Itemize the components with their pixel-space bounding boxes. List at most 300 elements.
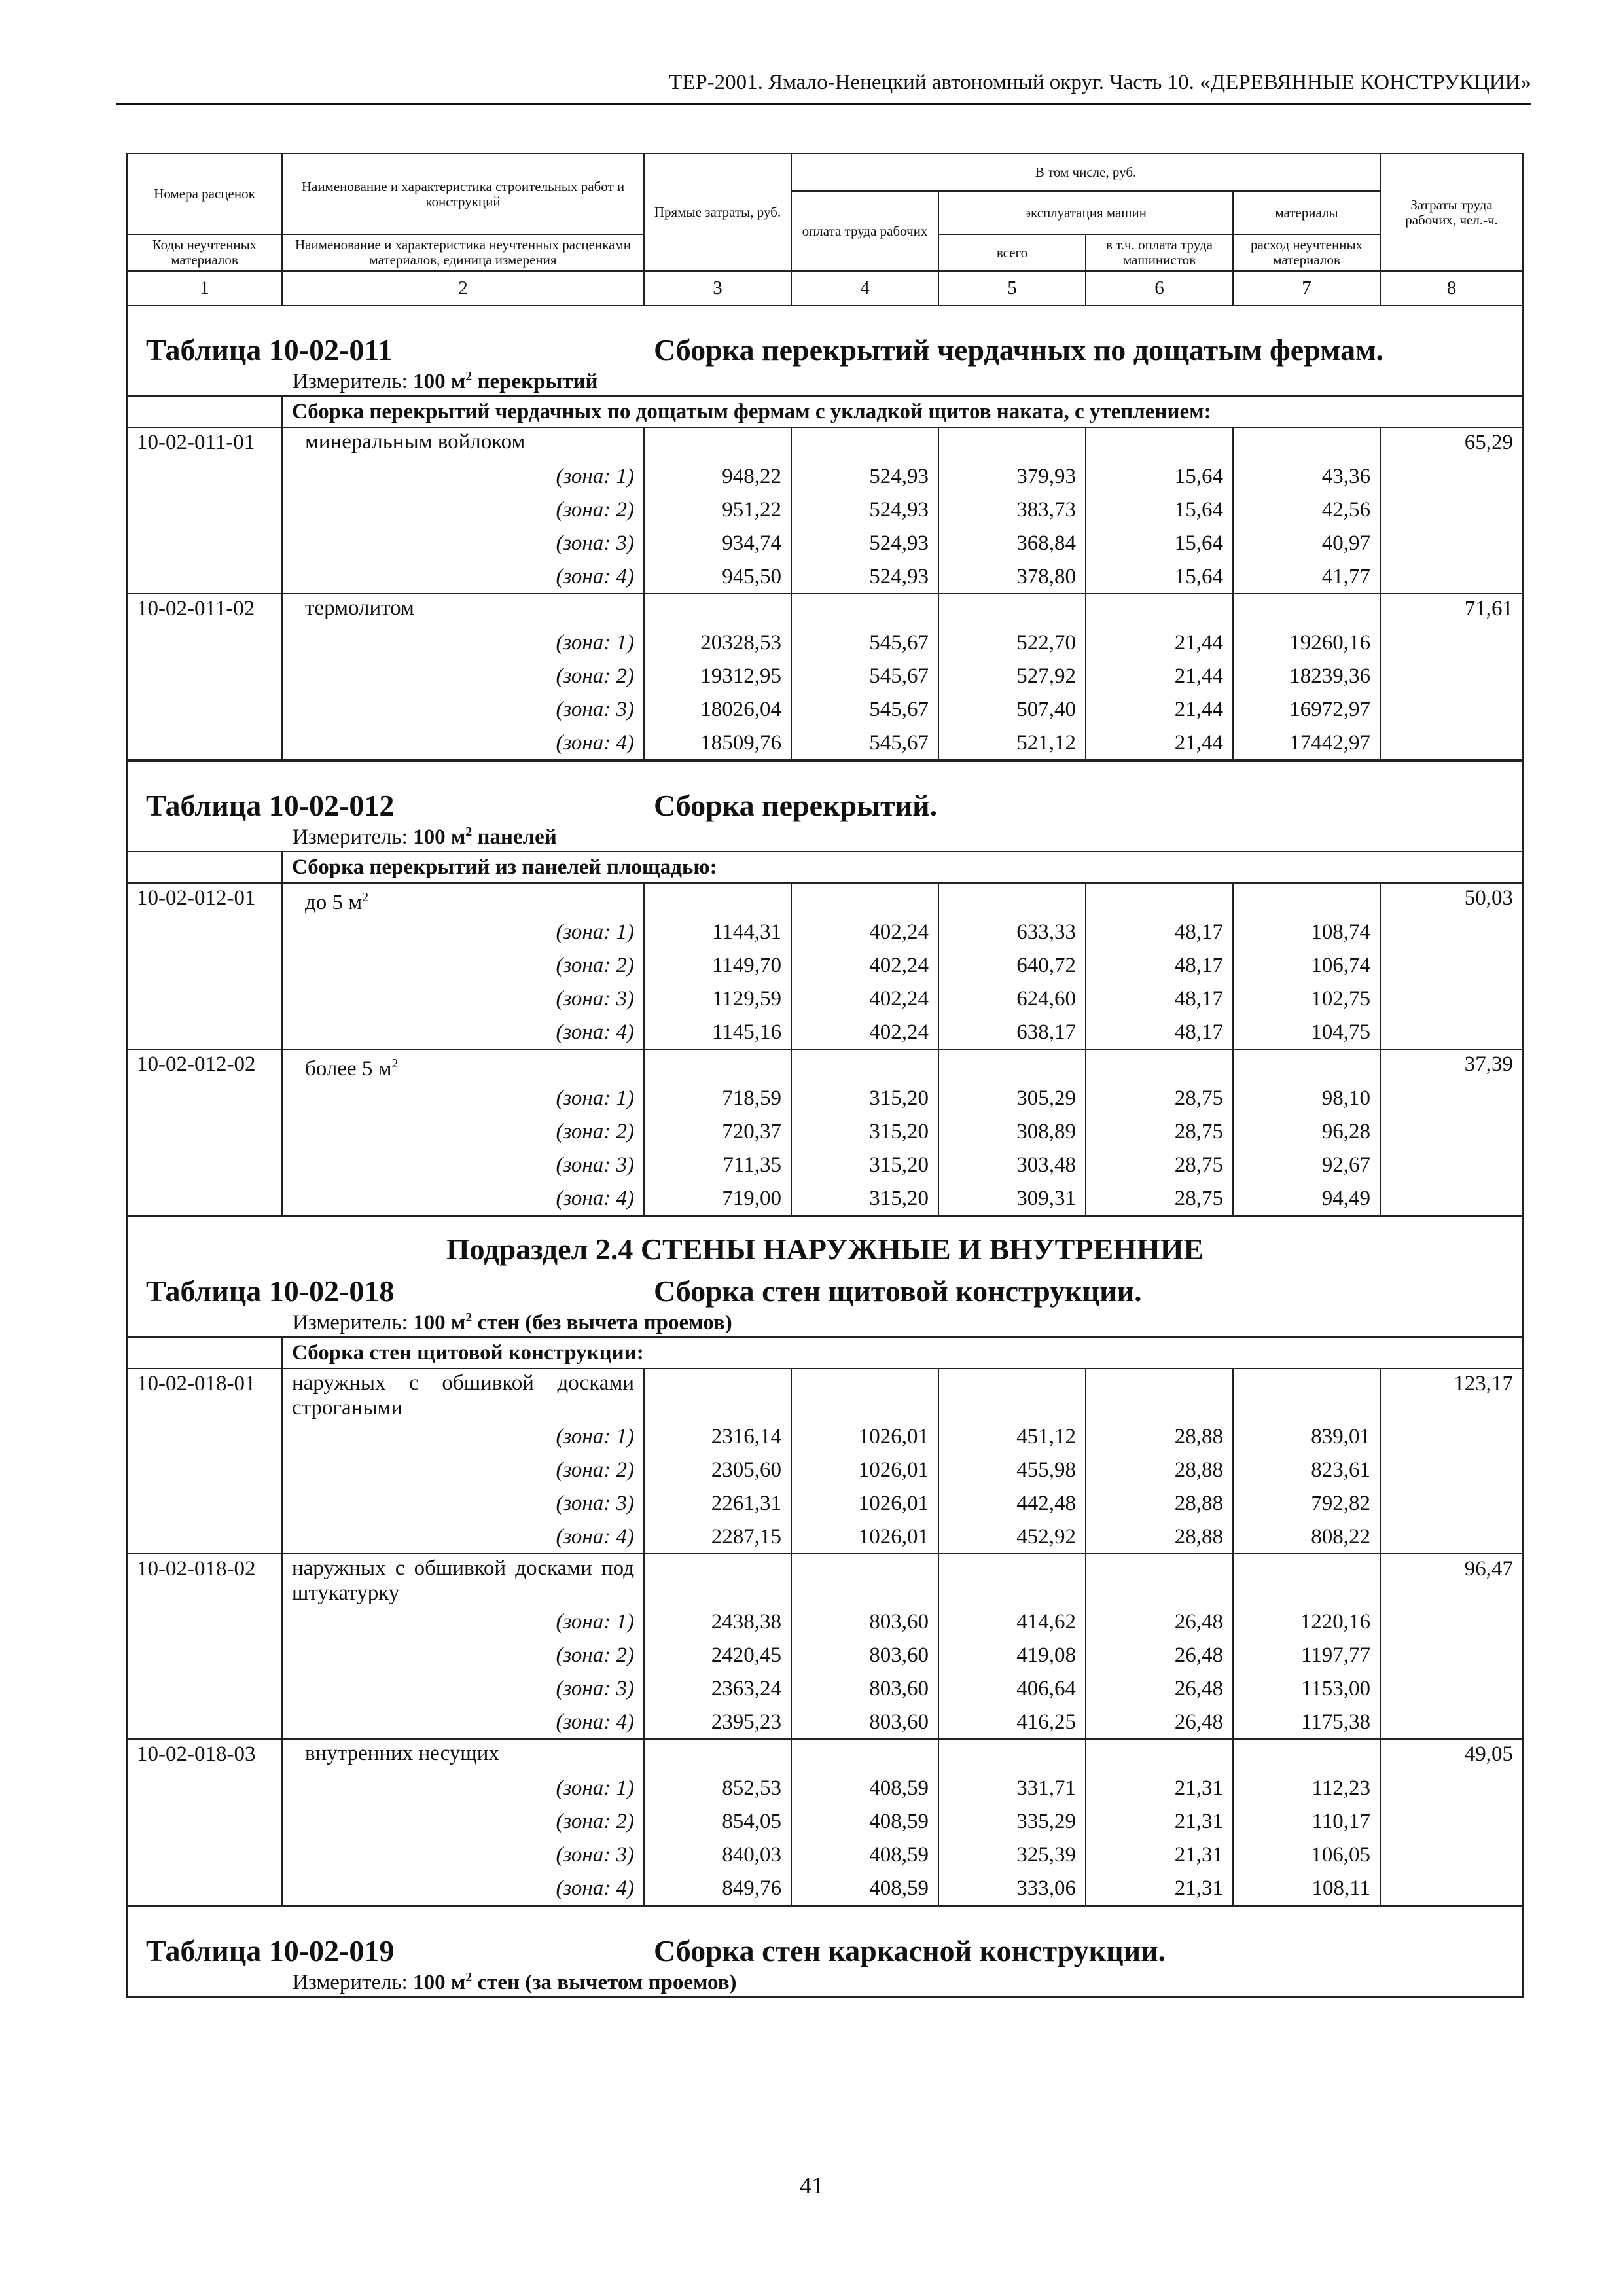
zone-mach-wage: 15,64 bbox=[1086, 560, 1233, 594]
measure-value bbox=[413, 1971, 736, 1994]
zone-label: (зона: 2) bbox=[282, 493, 644, 527]
zone-code-cell bbox=[127, 1839, 282, 1872]
zone-code-cell bbox=[127, 949, 282, 982]
col-header-6: в т.ч. оплата труда машинистов bbox=[1086, 234, 1233, 271]
zone-code-cell bbox=[127, 1115, 282, 1149]
table-header bbox=[127, 154, 1523, 306]
zone-labor-cell bbox=[1380, 949, 1523, 982]
zone-mat: 106,74 bbox=[1233, 949, 1380, 982]
empty-cell bbox=[1086, 1049, 1233, 1082]
zone-label: (зона: 3) bbox=[282, 1149, 644, 1182]
running-header-title: ТЕР-2001. Ямало-Ненецкий автономный округ. Часть 10. «ДЕРЕВЯННЫЕ КОНСТРУКЦИИ» bbox=[668, 71, 1531, 94]
zone-code-cell bbox=[127, 626, 282, 660]
rate-name bbox=[282, 883, 644, 916]
zone-label: (зона: 2) bbox=[282, 1115, 644, 1149]
zone-label: (зона: 4) bbox=[282, 560, 644, 594]
col-header-including: В том числе, руб. bbox=[791, 154, 1380, 191]
zone-direct: 2438,38 bbox=[644, 1605, 791, 1639]
zone-wage: 402,24 bbox=[791, 916, 938, 949]
zone-direct: 19312,95 bbox=[644, 660, 791, 693]
rate-name bbox=[282, 594, 644, 626]
zone-labor-cell bbox=[1380, 527, 1523, 560]
zone-code-cell bbox=[127, 1082, 282, 1115]
zone-labor-cell bbox=[1380, 560, 1523, 594]
zone-label: (зона: 4) bbox=[282, 726, 644, 760]
col-header-materials: материалы bbox=[1233, 191, 1380, 234]
zone-label: (зона: 1) bbox=[282, 1420, 644, 1454]
zone-label: (зона: 4) bbox=[282, 1872, 644, 1905]
empty-cell bbox=[1233, 1739, 1380, 1772]
zone-direct: 711,35 bbox=[644, 1149, 791, 1182]
rate-name-text: более 5 м bbox=[305, 1057, 392, 1081]
zone-label: (зона: 2) bbox=[282, 949, 644, 982]
empty-cell bbox=[1086, 1739, 1233, 1772]
labor-cost: 96,47 bbox=[1380, 1554, 1523, 1605]
zone-mat: 108,74 bbox=[1233, 916, 1380, 949]
zone-direct: 948,22 bbox=[644, 460, 791, 493]
table-label: Таблица 10-02-018 bbox=[146, 1274, 395, 1308]
zone-labor-cell bbox=[1380, 1115, 1523, 1149]
zone-wage: 545,67 bbox=[791, 693, 938, 726]
zone-label: (зона: 3) bbox=[282, 982, 644, 1016]
measure-row bbox=[127, 823, 1523, 852]
zone-mach: 624,60 bbox=[938, 982, 1086, 1016]
zone-wage: 315,20 bbox=[791, 1082, 938, 1115]
zone-label: (зона: 2) bbox=[282, 1639, 644, 1672]
zone-mach: 442,48 bbox=[938, 1487, 1086, 1520]
col-header-3: Прямые затраты, руб. bbox=[644, 154, 791, 271]
zone-mat: 19260,16 bbox=[1233, 626, 1380, 660]
col-header-1-top: Номера расценок bbox=[127, 154, 282, 234]
column-number: 2 bbox=[282, 271, 644, 306]
empty-cell bbox=[938, 1739, 1086, 1772]
zone-wage: 524,93 bbox=[791, 527, 938, 560]
zone-code-cell bbox=[127, 560, 282, 594]
measure-prefix: Измеритель: bbox=[293, 825, 408, 849]
empty-cell bbox=[791, 1554, 938, 1605]
zone-mach-wage: 48,17 bbox=[1086, 982, 1233, 1016]
subtitle-spacer bbox=[127, 852, 282, 883]
zone-labor-cell bbox=[1380, 1182, 1523, 1215]
zone-mat: 16972,97 bbox=[1233, 693, 1380, 726]
measure-unit: 100 м bbox=[413, 369, 466, 393]
zone-code-cell bbox=[127, 1772, 282, 1805]
measure-unit: 100 м bbox=[413, 1310, 466, 1335]
table-label: Таблица 10-02-012 bbox=[146, 789, 395, 822]
table-label: Таблица 10-02-011 bbox=[146, 333, 393, 367]
col-header-4: оплата труда рабочих bbox=[791, 191, 938, 271]
empty-cell bbox=[938, 1554, 1086, 1605]
zone-labor-cell bbox=[1380, 916, 1523, 949]
subtitle-spacer bbox=[127, 1337, 282, 1369]
zone-direct: 934,74 bbox=[644, 527, 791, 560]
labor-cost: 49,05 bbox=[1380, 1739, 1523, 1772]
column-number-row bbox=[127, 271, 1523, 306]
zone-mach: 406,64 bbox=[938, 1672, 1086, 1706]
zone-mach-wage: 21,31 bbox=[1086, 1805, 1233, 1839]
col-header-machines: эксплуатация машин bbox=[938, 191, 1233, 234]
zone-label: (зона: 3) bbox=[282, 1487, 644, 1520]
table-name: Сборка стен каркасной конструкции. bbox=[654, 1934, 1166, 1967]
empty-cell bbox=[1086, 883, 1233, 916]
zone-label: (зона: 3) bbox=[282, 527, 644, 560]
col-header-2-bottom: Наименование и характеристика неучтенных расценками материалов, единица измерения bbox=[282, 234, 644, 271]
zone-mat: 17442,97 bbox=[1233, 726, 1380, 760]
empty-cell bbox=[1086, 594, 1233, 626]
zone-direct: 1144,31 bbox=[644, 916, 791, 949]
zone-wage: 315,20 bbox=[791, 1115, 938, 1149]
column-number: 7 bbox=[1233, 271, 1380, 306]
rate-code: 10-02-018-03 bbox=[127, 1739, 282, 1772]
col-header-8: Затраты труда рабочих, чел.-ч. bbox=[1380, 154, 1523, 271]
col-header-5: всего bbox=[938, 234, 1086, 271]
empty-cell bbox=[1233, 594, 1380, 626]
labor-cost: 50,03 bbox=[1380, 883, 1523, 916]
measure-rest: стен (за вычетом проемов) bbox=[472, 1970, 737, 1994]
zone-labor-cell bbox=[1380, 660, 1523, 693]
zone-labor-cell bbox=[1380, 693, 1523, 726]
zone-label: (зона: 3) bbox=[282, 1672, 644, 1706]
zone-labor-cell bbox=[1380, 726, 1523, 760]
zone-direct: 20328,53 bbox=[644, 626, 791, 660]
table-title-row bbox=[127, 1907, 1523, 1968]
rate-code: 10-02-018-02 bbox=[127, 1554, 282, 1605]
zone-mach-wage: 21,44 bbox=[1086, 693, 1233, 726]
zone-direct: 1145,16 bbox=[644, 1016, 791, 1049]
zone-label: (зона: 4) bbox=[282, 1520, 644, 1554]
rate-code: 10-02-012-01 bbox=[127, 883, 282, 916]
zone-mat: 92,67 bbox=[1233, 1149, 1380, 1182]
empty-cell bbox=[1233, 1554, 1380, 1605]
zone-direct: 2261,31 bbox=[644, 1487, 791, 1520]
measure-row bbox=[127, 367, 1523, 396]
zone-mach-wage: 21,44 bbox=[1086, 660, 1233, 693]
rate-name bbox=[282, 1049, 644, 1082]
table-name: Сборка перекрытий. bbox=[654, 789, 938, 822]
zone-labor-cell bbox=[1380, 1487, 1523, 1520]
zone-direct: 2395,23 bbox=[644, 1706, 791, 1739]
zone-wage: 1026,01 bbox=[791, 1420, 938, 1454]
zone-code-cell bbox=[127, 693, 282, 726]
zone-code-cell bbox=[127, 1420, 282, 1454]
zone-mach-wage: 28,88 bbox=[1086, 1520, 1233, 1554]
rate-name-text: наружных с обшивкой досками под штукатурку bbox=[292, 1556, 634, 1605]
zone-wage: 315,20 bbox=[791, 1182, 938, 1215]
labor-cost: 65,29 bbox=[1380, 427, 1523, 460]
zone-mach-wage: 21,31 bbox=[1086, 1872, 1233, 1905]
zone-labor-cell bbox=[1380, 460, 1523, 493]
zone-label: (зона: 1) bbox=[282, 1772, 644, 1805]
zone-mat: 43,36 bbox=[1233, 460, 1380, 493]
zone-code-cell bbox=[127, 1672, 282, 1706]
zone-wage: 803,60 bbox=[791, 1706, 938, 1739]
zone-mach: 633,33 bbox=[938, 916, 1086, 949]
zone-code-cell bbox=[127, 1149, 282, 1182]
rate-name bbox=[282, 1739, 644, 1772]
zone-mat: 808,22 bbox=[1233, 1520, 1380, 1554]
zone-labor-cell bbox=[1380, 1872, 1523, 1905]
zone-mat: 98,10 bbox=[1233, 1082, 1380, 1115]
zone-mach: 308,89 bbox=[938, 1115, 1086, 1149]
zone-wage: 402,24 bbox=[791, 982, 938, 1016]
empty-cell bbox=[644, 427, 791, 460]
zone-code-cell bbox=[127, 1487, 282, 1520]
empty-cell bbox=[1233, 427, 1380, 460]
zone-wage: 402,24 bbox=[791, 1016, 938, 1049]
zone-mat: 108,11 bbox=[1233, 1872, 1380, 1905]
zone-code-cell bbox=[127, 916, 282, 949]
zone-mach: 309,31 bbox=[938, 1182, 1086, 1215]
zone-wage: 1026,01 bbox=[791, 1520, 938, 1554]
zone-wage: 1026,01 bbox=[791, 1487, 938, 1520]
empty-cell bbox=[644, 1739, 791, 1772]
zone-labor-cell bbox=[1380, 1706, 1523, 1739]
zone-mat: 96,28 bbox=[1233, 1115, 1380, 1149]
zone-direct: 1129,59 bbox=[644, 982, 791, 1016]
zone-direct: 951,22 bbox=[644, 493, 791, 527]
zone-mach: 331,71 bbox=[938, 1772, 1086, 1805]
zone-mat: 1153,00 bbox=[1233, 1672, 1380, 1706]
zone-wage: 408,59 bbox=[791, 1772, 938, 1805]
zone-label: (зона: 4) bbox=[282, 1182, 644, 1215]
zone-code-cell bbox=[127, 493, 282, 527]
measure-unit: 100 м bbox=[413, 825, 466, 849]
zone-label: (зона: 2) bbox=[282, 1454, 644, 1487]
measure-text bbox=[293, 825, 557, 849]
table-title-row bbox=[127, 306, 1523, 367]
zone-wage: 408,59 bbox=[791, 1872, 938, 1905]
zone-wage: 524,93 bbox=[791, 560, 938, 594]
zone-mach-wage: 28,75 bbox=[1086, 1115, 1233, 1149]
group-subtitle: Сборка перекрытий из панелей площадью: bbox=[282, 852, 1523, 883]
column-number: 6 bbox=[1086, 271, 1233, 306]
empty-cell bbox=[938, 1049, 1086, 1082]
zone-label: (зона: 1) bbox=[282, 460, 644, 493]
zone-mat: 106,05 bbox=[1233, 1839, 1380, 1872]
zone-mat: 94,49 bbox=[1233, 1182, 1380, 1215]
zone-direct: 2363,24 bbox=[644, 1672, 791, 1706]
zone-direct: 2316,14 bbox=[644, 1420, 791, 1454]
zone-label: (зона: 1) bbox=[282, 1605, 644, 1639]
column-number: 4 bbox=[791, 271, 938, 306]
zone-code-cell bbox=[127, 1605, 282, 1639]
zone-wage: 545,67 bbox=[791, 626, 938, 660]
zone-mach: 452,92 bbox=[938, 1520, 1086, 1554]
zone-wage: 1026,01 bbox=[791, 1454, 938, 1487]
measure-prefix: Измеритель: bbox=[293, 1970, 408, 1994]
zone-mach-wage: 28,75 bbox=[1086, 1082, 1233, 1115]
zone-label: (зона: 3) bbox=[282, 1839, 644, 1872]
zone-code-cell bbox=[127, 660, 282, 693]
measure-prefix: Измеритель: bbox=[293, 1310, 408, 1335]
zone-mat: 42,56 bbox=[1233, 493, 1380, 527]
zone-wage: 803,60 bbox=[791, 1639, 938, 1672]
zone-mach-wage: 26,48 bbox=[1086, 1672, 1233, 1706]
rate-code: 10-02-011-02 bbox=[127, 594, 282, 626]
zone-code-cell bbox=[127, 726, 282, 760]
zone-mach: 414,62 bbox=[938, 1605, 1086, 1639]
zone-wage: 803,60 bbox=[791, 1672, 938, 1706]
empty-cell bbox=[644, 883, 791, 916]
measure-value bbox=[413, 825, 557, 849]
zone-mach-wage: 21,44 bbox=[1086, 726, 1233, 760]
zone-labor-cell bbox=[1380, 1082, 1523, 1115]
empty-cell bbox=[644, 1369, 791, 1420]
zone-direct: 945,50 bbox=[644, 560, 791, 594]
rate-name bbox=[282, 1554, 644, 1605]
zone-mach-wage: 28,75 bbox=[1086, 1149, 1233, 1182]
zone-mach: 455,98 bbox=[938, 1454, 1086, 1487]
zone-code-cell bbox=[127, 1454, 282, 1487]
col-header-1-bottom: Коды неучтенных материалов bbox=[127, 234, 282, 271]
rate-name-power: 2 bbox=[362, 890, 369, 905]
zone-wage: 315,20 bbox=[791, 1149, 938, 1182]
measure-value bbox=[413, 370, 597, 393]
zone-mach-wage: 15,64 bbox=[1086, 527, 1233, 560]
zone-labor-cell bbox=[1380, 1839, 1523, 1872]
column-number: 8 bbox=[1380, 271, 1523, 306]
measure-rest: стен (без вычета проемов) bbox=[472, 1310, 732, 1335]
empty-cell bbox=[791, 1369, 938, 1420]
rate-code: 10-02-012-02 bbox=[127, 1049, 282, 1082]
zone-mach: 419,08 bbox=[938, 1639, 1086, 1672]
zone-direct: 2287,15 bbox=[644, 1520, 791, 1554]
measure-text bbox=[293, 1311, 732, 1335]
empty-cell bbox=[791, 1049, 938, 1082]
zone-mach-wage: 21,44 bbox=[1086, 626, 1233, 660]
zone-direct: 18509,76 bbox=[644, 726, 791, 760]
measure-unit-power: 2 bbox=[465, 368, 473, 384]
zone-wage: 545,67 bbox=[791, 660, 938, 693]
zone-mat: 110,17 bbox=[1233, 1805, 1380, 1839]
labor-cost: 71,61 bbox=[1380, 594, 1523, 626]
zone-direct: 854,05 bbox=[644, 1805, 791, 1839]
zone-labor-cell bbox=[1380, 1639, 1523, 1672]
running-header bbox=[116, 71, 1531, 105]
zone-mach: 527,92 bbox=[938, 660, 1086, 693]
zone-mat: 1220,16 bbox=[1233, 1605, 1380, 1639]
zone-mat: 792,82 bbox=[1233, 1487, 1380, 1520]
zone-mach-wage: 48,17 bbox=[1086, 949, 1233, 982]
zone-mach: 640,72 bbox=[938, 949, 1086, 982]
empty-cell bbox=[644, 594, 791, 626]
zone-labor-cell bbox=[1380, 626, 1523, 660]
zone-mach-wage: 26,48 bbox=[1086, 1706, 1233, 1739]
zone-mach-wage: 28,88 bbox=[1086, 1454, 1233, 1487]
zone-labor-cell bbox=[1380, 1772, 1523, 1805]
measure-row bbox=[127, 1308, 1523, 1337]
table-name: Сборка перекрытий чердачных по дощатым фермам. bbox=[654, 333, 1383, 367]
zone-mach-wage: 28,88 bbox=[1086, 1487, 1233, 1520]
zone-mach: 451,12 bbox=[938, 1420, 1086, 1454]
subsection-heading: Подраздел 2.4 СТЕНЫ НАРУЖНЫЕ И ВНУТРЕННИЕ bbox=[127, 1217, 1523, 1266]
table-name: Сборка стен щитовой конструкции. bbox=[654, 1274, 1142, 1308]
zone-code-cell bbox=[127, 1016, 282, 1049]
measure-value bbox=[413, 1311, 732, 1335]
zone-mach: 305,29 bbox=[938, 1082, 1086, 1115]
empty-cell bbox=[1086, 1369, 1233, 1420]
empty-cell bbox=[644, 1049, 791, 1082]
header-rule bbox=[116, 103, 1531, 105]
zone-labor-cell bbox=[1380, 1805, 1523, 1839]
zone-mach: 416,25 bbox=[938, 1706, 1086, 1739]
zone-mach: 378,80 bbox=[938, 560, 1086, 594]
zone-mach-wage: 21,31 bbox=[1086, 1839, 1233, 1872]
zone-mach-wage: 28,88 bbox=[1086, 1420, 1233, 1454]
zone-code-cell bbox=[127, 527, 282, 560]
zone-wage: 408,59 bbox=[791, 1839, 938, 1872]
zone-wage: 402,24 bbox=[791, 949, 938, 982]
rate-name-text: термолитом bbox=[305, 596, 414, 620]
table-title-row bbox=[127, 761, 1523, 823]
measure-prefix: Измеритель: bbox=[293, 369, 408, 393]
zone-mach: 325,39 bbox=[938, 1839, 1086, 1872]
zone-direct: 852,53 bbox=[644, 1772, 791, 1805]
zone-mach-wage: 26,48 bbox=[1086, 1605, 1233, 1639]
zone-direct: 719,00 bbox=[644, 1182, 791, 1215]
rate-name-power: 2 bbox=[391, 1056, 399, 1071]
zone-mat: 104,75 bbox=[1233, 1016, 1380, 1049]
rate-code: 10-02-018-01 bbox=[127, 1369, 282, 1420]
rate-name-text: до 5 м bbox=[305, 891, 363, 914]
zone-mat: 41,77 bbox=[1233, 560, 1380, 594]
empty-cell bbox=[938, 1369, 1086, 1420]
measure-unit: 100 м bbox=[413, 1970, 466, 1994]
zone-mach: 368,84 bbox=[938, 527, 1086, 560]
zone-mach: 522,70 bbox=[938, 626, 1086, 660]
group-subtitle: Сборка стен щитовой конструкции: bbox=[282, 1337, 1523, 1369]
zone-direct: 18026,04 bbox=[644, 693, 791, 726]
measure-unit-power: 2 bbox=[465, 1310, 473, 1325]
empty-cell bbox=[1233, 883, 1380, 916]
zone-labor-cell bbox=[1380, 1454, 1523, 1487]
measure-unit-power: 2 bbox=[465, 824, 473, 839]
zone-labor-cell bbox=[1380, 1605, 1523, 1639]
zone-wage: 524,93 bbox=[791, 460, 938, 493]
measure-text bbox=[293, 370, 598, 393]
table-label: Таблица 10-02-019 bbox=[146, 1934, 395, 1967]
zone-wage: 524,93 bbox=[791, 493, 938, 527]
rates-table bbox=[126, 153, 1524, 1998]
zone-labor-cell bbox=[1380, 982, 1523, 1016]
zone-mach: 383,73 bbox=[938, 493, 1086, 527]
zone-label: (зона: 2) bbox=[282, 1805, 644, 1839]
table-title-row bbox=[127, 1266, 1523, 1308]
column-number: 3 bbox=[644, 271, 791, 306]
measure-unit-power: 2 bbox=[465, 1969, 473, 1984]
zone-code-cell bbox=[127, 982, 282, 1016]
zone-label: (зона: 1) bbox=[282, 916, 644, 949]
subtitle-spacer bbox=[127, 396, 282, 427]
zone-direct: 720,37 bbox=[644, 1115, 791, 1149]
rate-code: 10-02-011-01 bbox=[127, 427, 282, 460]
zone-label: (зона: 4) bbox=[282, 1706, 644, 1739]
zone-mach-wage: 48,17 bbox=[1086, 1016, 1233, 1049]
zone-code-cell bbox=[127, 1872, 282, 1905]
zone-code-cell bbox=[127, 1805, 282, 1839]
column-number: 5 bbox=[938, 271, 1086, 306]
rate-name-text: минеральным войлоком bbox=[305, 430, 526, 454]
zone-mach: 333,06 bbox=[938, 1872, 1086, 1905]
zone-mat: 1175,38 bbox=[1233, 1706, 1380, 1739]
zone-mach: 638,17 bbox=[938, 1016, 1086, 1049]
zone-mat: 18239,36 bbox=[1233, 660, 1380, 693]
zone-wage: 408,59 bbox=[791, 1805, 938, 1839]
zone-code-cell bbox=[127, 1182, 282, 1215]
zone-labor-cell bbox=[1380, 1149, 1523, 1182]
empty-cell bbox=[644, 1554, 791, 1605]
zone-direct: 718,59 bbox=[644, 1082, 791, 1115]
